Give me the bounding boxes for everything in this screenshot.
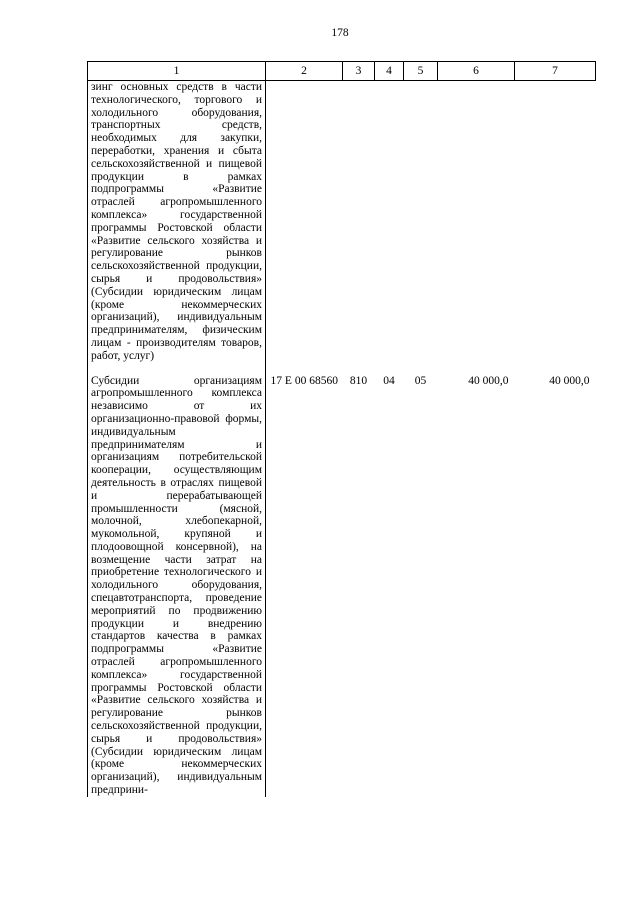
code-cell: 17 Е 00 68560 [270, 374, 338, 387]
amount-cell [515, 81, 596, 363]
column-header: 1 [88, 62, 266, 81]
amount-cell [438, 81, 515, 363]
section-cell: 04 [383, 374, 395, 387]
column-header: 7 [515, 62, 596, 81]
page-number: 178 [331, 27, 349, 39]
column-header: 2 [266, 62, 343, 81]
row-description: Субсидии организациям агропромышленного комплекса независимо от их организационно-правовой формы, индивидуальным предпринимателям и организациям потребительской кооперации, осуществляющим деятельность в отраслях пищевой и перерабатывающей промышленности (мясной, молочной, хлебопекарной, мукомольной, крупяной и плодоовощной консервной), на возмещение части затрат на приобретение технологического и холодильного оборудования, спецавтотранспорта, проведение мероприятий по продвижению продукции и внедрению стандартов качества в рамках подпрограммы «Развитие отраслей агропромышленного комплекса» государственной программы Ростовской области «Развитие сельского хозяйства и регулирование рынков сельскохозяйственной продукции, сырья и продовольствия» (Субсидии юридическим лицам (кроме некоммерческих организаций), индивидуальным предприни- [91, 374, 262, 797]
budget-table [87, 61, 596, 797]
column-header: 5 [404, 62, 438, 81]
subsection-cell [404, 81, 438, 363]
section-cell [375, 81, 404, 363]
amount-cell: 40 000,0 [549, 374, 590, 387]
column-header: 4 [375, 62, 404, 81]
amount-cell: 40 000,0 [468, 374, 509, 387]
table-row [88, 81, 596, 363]
type-cell [343, 81, 375, 363]
subsection-cell: 05 [414, 374, 427, 387]
column-header: 6 [438, 62, 515, 81]
table-row [88, 363, 596, 797]
type-cell: 810 [349, 374, 368, 387]
code-cell [266, 81, 343, 363]
header-row [88, 62, 596, 81]
column-header: 3 [343, 62, 375, 81]
description-cell [88, 363, 266, 797]
description-cell [88, 81, 266, 363]
row-description: зинг основных средств в части технологического, торгового и холодильного оборудования, транспортных средств, необходимых для закупки, переработки, хранения и сбыта сельскохозяйственной и пищевой продукции в рамках подпрограммы «Развитие отраслей агропромышленного комплекса» государственной программы Ростовской области «Развитие сельского хозяйства и регулирование рынков сельскохозяйственной продукции, сырья и продовольствия» (Субсидии юридическим лицам (кроме некоммерческих организаций), индивидуальным предпринимателям, физическим лицам - производителям товаров, работ, услуг) [91, 81, 262, 362]
